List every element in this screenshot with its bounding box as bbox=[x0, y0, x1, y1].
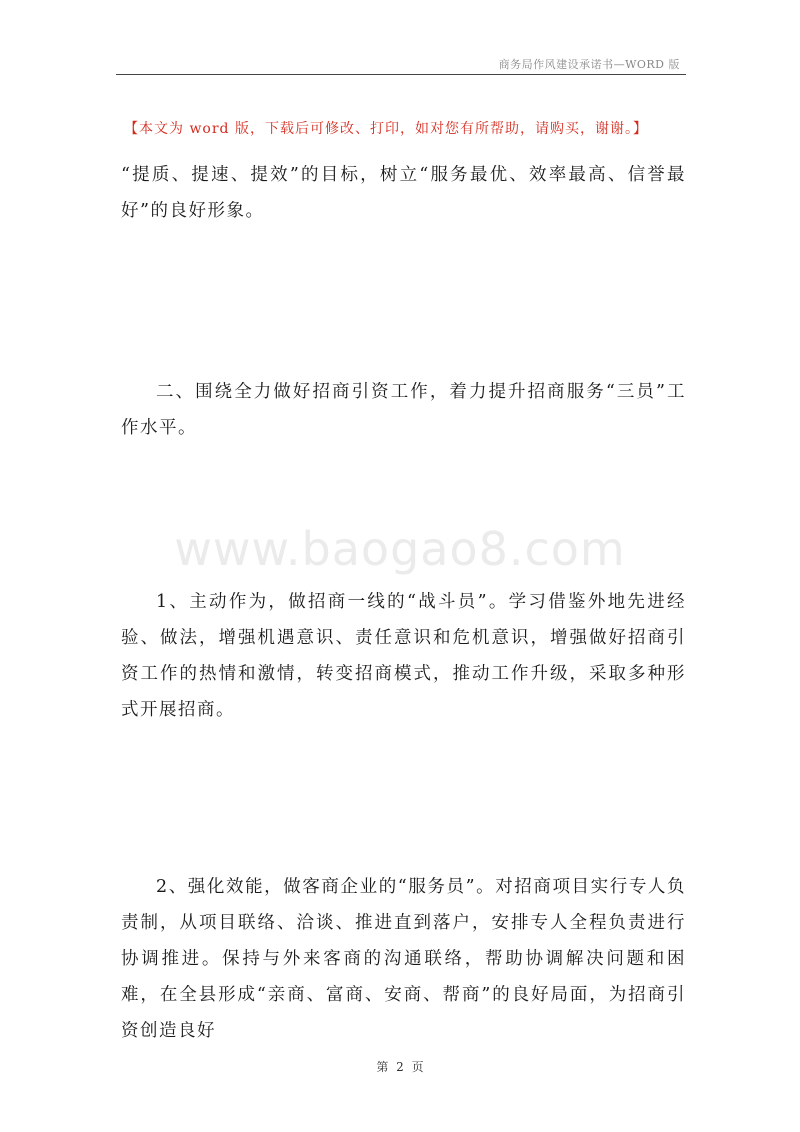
paragraph-item-one: 1、主动作为，做招商一线的“战斗员”。学习借鉴外地先进经验、做法，增强机遇意识、责任意识和危机意识，增强做好招商引资工作的热情和激情，转变招商模式，推动工作升级，采取多种形式开展招商。 bbox=[121, 592, 686, 720]
paragraph-goal: “提质、提速、提效”的目标，树立“服务最优、效率最高、信誉最好”的良好形象。 bbox=[121, 165, 686, 221]
watermark: www.baogao8.com bbox=[174, 522, 626, 576]
page-number: 第 2 页 bbox=[376, 1060, 424, 1074]
paragraph-section-two: 二、围绕全力做好招商引资工作，着力提升招商服务“三员”工作水平。 bbox=[121, 382, 686, 438]
paragraph-item-two: 2、强化效能，做客商企业的“服务员”。对招商项目实行专人负责制，从项目联络、洽谈、推进直到落户，安排专人全程负责进行协调推进。保持与外来客商的沟通联络，帮助协调解决问题和困难，在全县形成“亲商、富商、安商、帮商”的良好局面，为招商引资创造良好 bbox=[121, 877, 686, 1041]
page-header bbox=[116, 52, 686, 75]
header-title: 商务局作风建设承诺书—WORD 版 bbox=[498, 58, 680, 71]
purchase-notice: 【本文为 word 版，下载后可修改、打印，如对您有所帮助，请购买，谢谢。】 bbox=[124, 121, 648, 137]
